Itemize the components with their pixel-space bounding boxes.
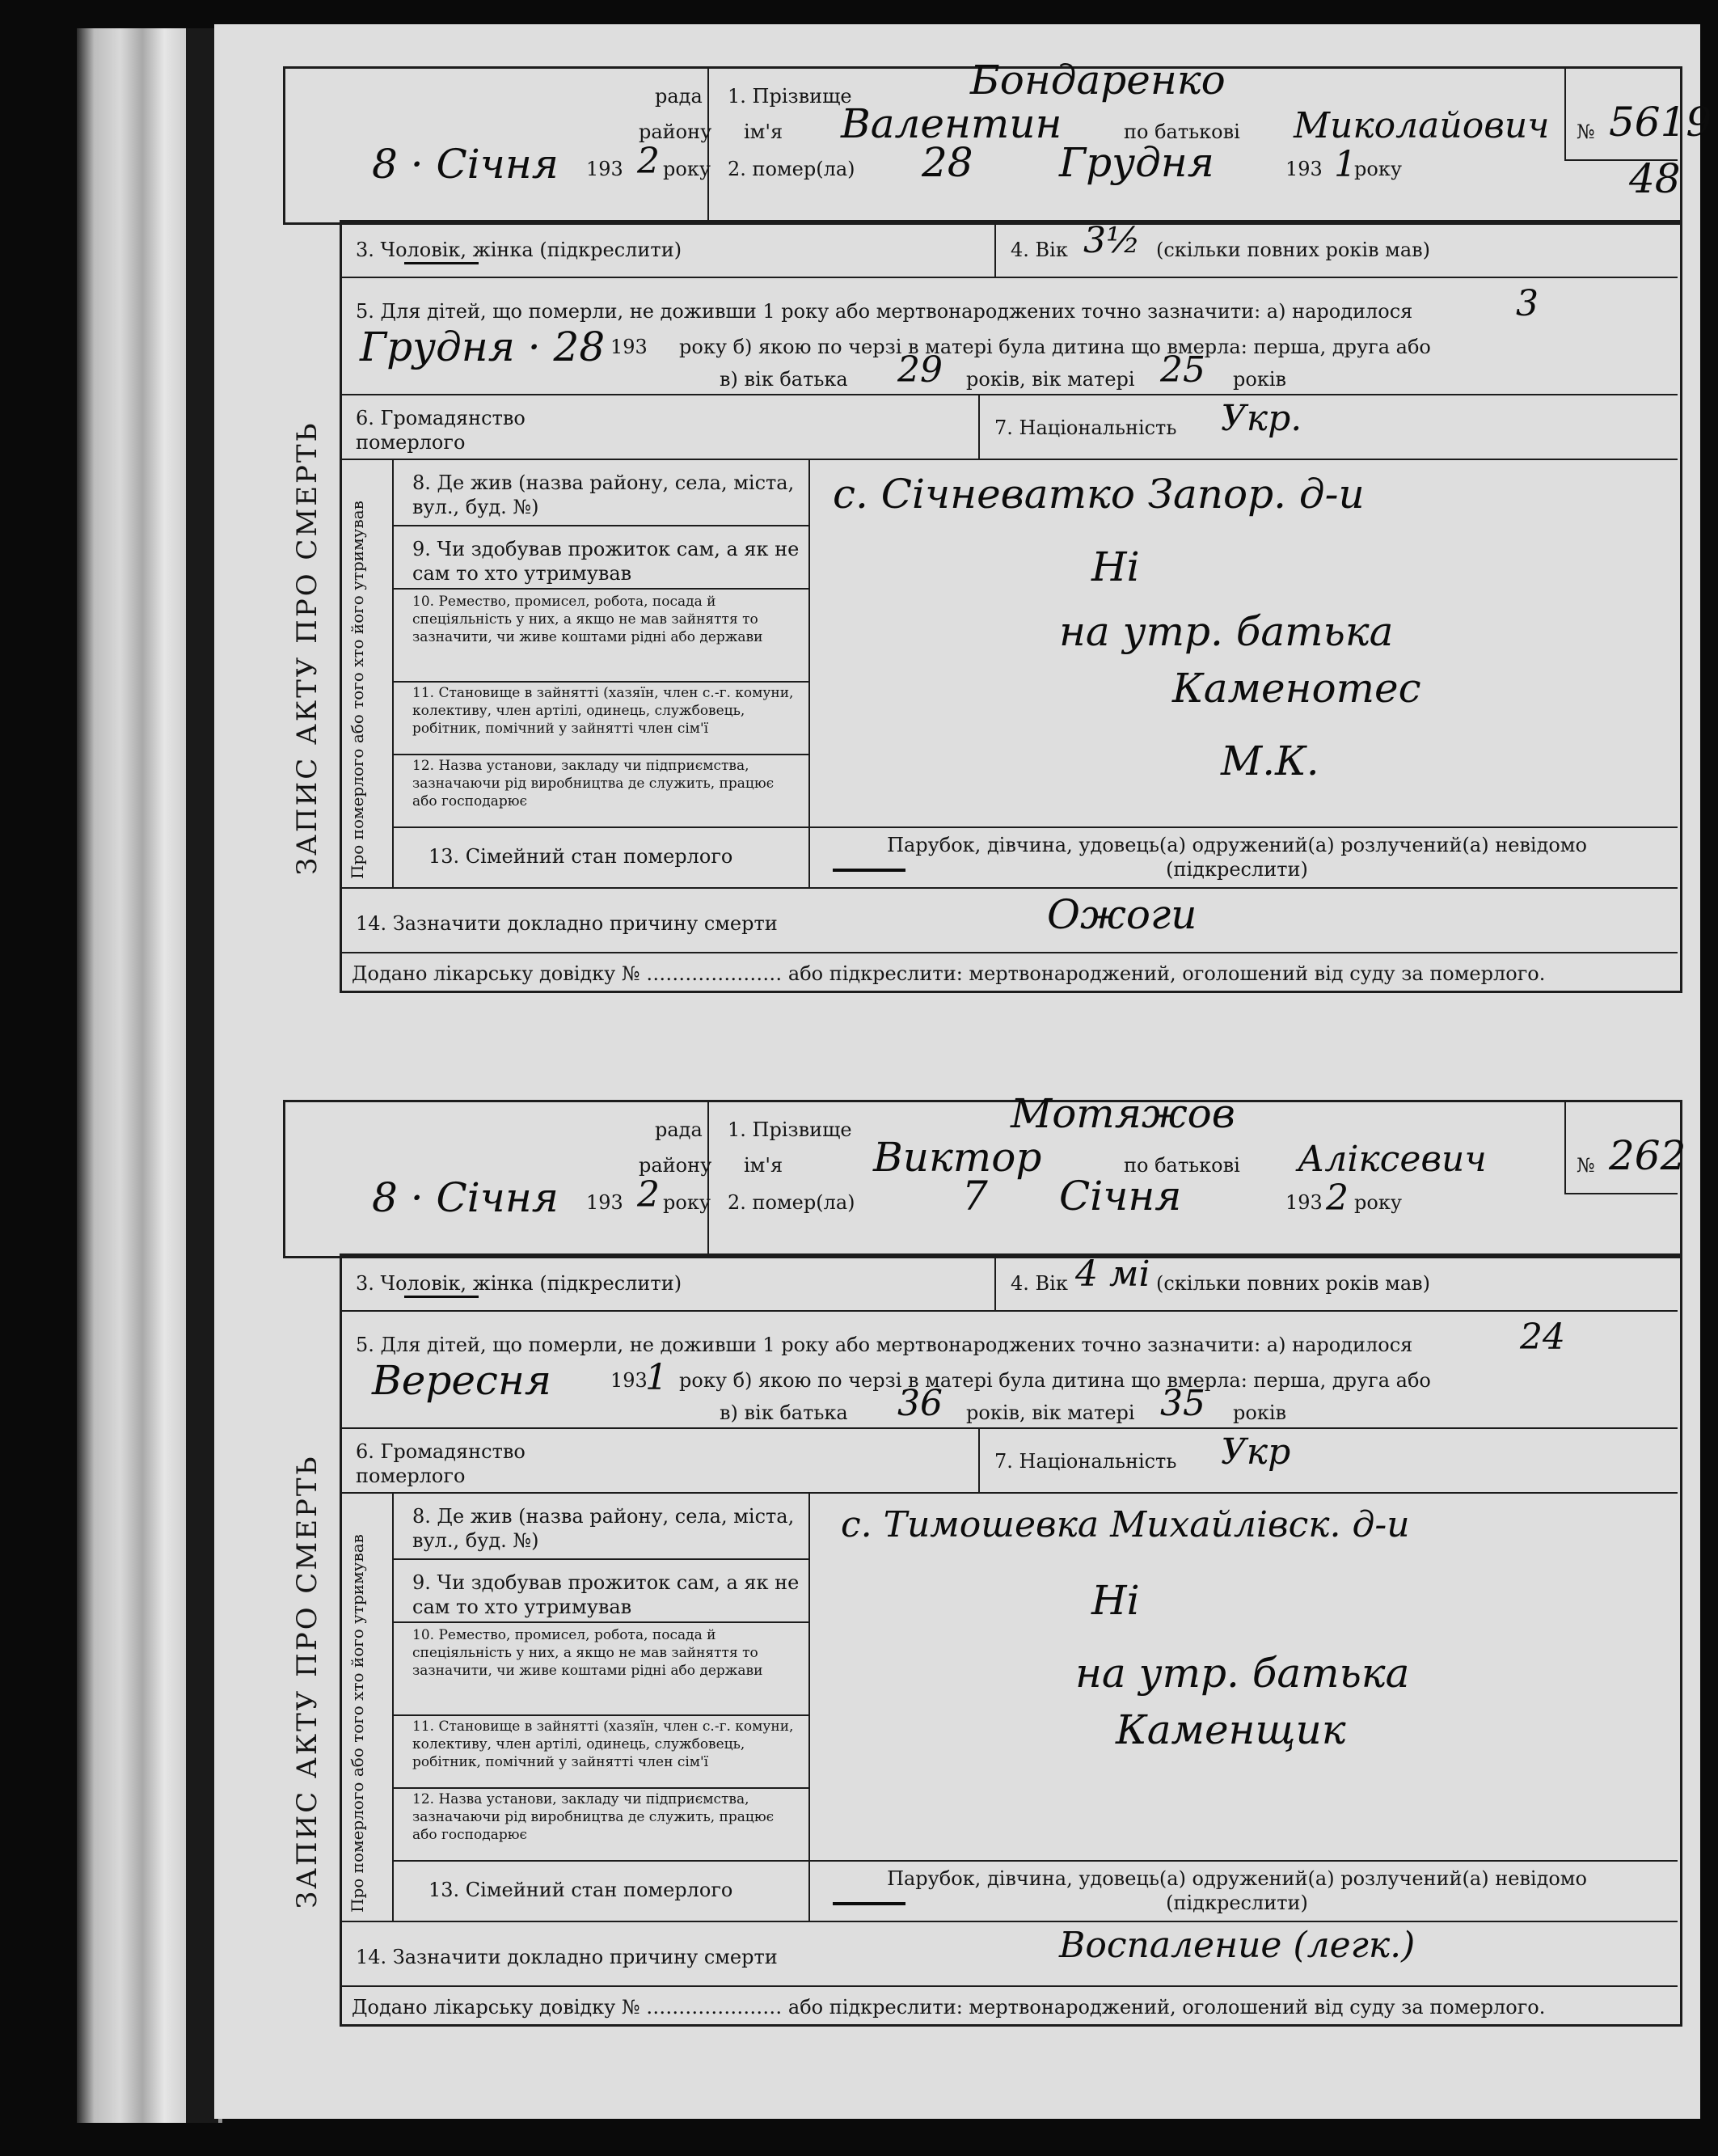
hw-born-day: 3 — [1516, 283, 1539, 324]
q8-residence: 8. Де жив (назва району, села, міста, вул., буд. №) — [412, 1505, 795, 1552]
hw-given-name: Валентин — [841, 100, 1062, 147]
hw-nationality: Укр. — [1221, 398, 1302, 439]
q4-age-label: 4. Вік — [1011, 1272, 1068, 1295]
year-suffix: року — [663, 158, 711, 180]
q5-years-label: років — [1233, 1401, 1286, 1424]
q4-age-suffix: (скільки повних років мав) — [1156, 239, 1431, 261]
year-prefix: 193 — [586, 158, 623, 180]
q5-line1: 5. Для дітей, що померли, не доживши 1 року або мертвонароджених точно зазначити: а) народилося — [356, 300, 1413, 323]
q5-father-label: в) вік батька — [720, 368, 848, 391]
hw-registration-date: 8 · Січня — [372, 141, 559, 188]
hw-workplace: М.К. — [1221, 738, 1319, 784]
hw-occupation: на утр. батька — [1075, 1650, 1410, 1697]
q10-occupation: 10. Ремество, промисел, робота, посада й спеціяльність у них, а якщо не мав зайняття то зазначити, чи живе коштами рідні або держави — [412, 594, 763, 645]
hw-death-year-digit: 2 — [1326, 1177, 1349, 1219]
q14-cause: 14. Зазначити докладно причину смерти — [356, 1946, 778, 1968]
q11-position: 11. Становище в зайнятті (хазяїн, член с.-г. комуни, колективу, член артілі, одинець, службовець, робітник, помічний у зайнятті член сім'ї — [412, 1718, 794, 1770]
q4-age-label: 4. Вік — [1011, 239, 1068, 261]
q6-citizenship: 6. Громадянство померлого — [356, 407, 526, 454]
hw-death-year-digit: 1 — [1334, 144, 1357, 185]
side-subtitle: Про померлого або того хто його утримував — [348, 1534, 367, 1913]
patronymic-label: по батькові — [1124, 120, 1240, 143]
q3-sex: 3. Чоловік, жінка (підкреслити) — [356, 1272, 682, 1295]
q5-mother-label: років, вік матері — [966, 368, 1135, 391]
death-year-prefix: 193 — [1285, 1191, 1323, 1214]
hw-patronymic: Миколайович — [1294, 105, 1550, 146]
hw-born-year-digit: 1 — [645, 1357, 668, 1398]
q4-age-suffix: (скільки повних років мав) — [1156, 1272, 1431, 1295]
hw-registration-year-digit: 2 — [637, 1174, 660, 1215]
hw-position: Каменщик — [1116, 1706, 1346, 1753]
hw-mother-age: 25 — [1160, 349, 1205, 391]
hw-registration-date: 8 · Січня — [372, 1174, 559, 1221]
hw-age: 4 мі — [1075, 1253, 1150, 1295]
side-subtitle: Про померлого або того хто його утримував — [348, 501, 367, 879]
hw-registration-year-digit: 2 — [637, 141, 660, 182]
hw-mother-age: 35 — [1160, 1383, 1205, 1424]
q13-options: Парубок, дівчина, удовець(а) одружений(а) розлучений(а) невідомо (підкреслити) — [887, 834, 1587, 881]
q5-line2: року б) якою по черзі в матері була дитина що вмерла: перша, друга або — [679, 336, 1431, 358]
number-label: № — [1577, 120, 1595, 143]
death-year-prefix: 193 — [1285, 158, 1323, 180]
side-title: ЗАПИС АКТУ ПРО СМЕРТЬ — [291, 421, 323, 875]
q13-marital: 13. Сімейний стан померлого — [428, 845, 733, 868]
register-page — [214, 24, 1712, 2119]
death-record-2 — [283, 1090, 1686, 2038]
died-label: 2. помер(ла) — [728, 1191, 855, 1214]
hw-patronymic: Аліксевич — [1298, 1139, 1487, 1180]
hw-residence: с. Тимошевка Михайлівск. д-и — [841, 1504, 1410, 1545]
hw-born-day: 24 — [1520, 1317, 1565, 1358]
footer-note: Додано лікарську довідку № ………………… або підкреслити: мертвонароджений, оголошений від суду за померлого. — [352, 962, 1546, 985]
q6-citizenship: 6. Громадянство померлого — [356, 1440, 526, 1487]
raionu-label: району — [639, 1154, 712, 1177]
q9-support: 9. Чи здобував прожиток сам, а як не сам то хто утримував — [412, 1571, 800, 1618]
q5-years-label: років — [1233, 368, 1286, 391]
side-title: ЗАПИС АКТУ ПРО СМЕРТЬ — [291, 1454, 323, 1909]
hw-residence: с. Січневатко Запор. д-и — [833, 471, 1365, 518]
rada-label: рада — [655, 1118, 703, 1141]
binding-shadow — [186, 28, 218, 2123]
surname-label: 1. Прізвище — [728, 1118, 852, 1141]
patronymic-label: по батькові — [1124, 1154, 1240, 1177]
q12-workplace: 12. Назва установи, закладу чи підприємства, зазначаючи рід виробництва де служить, працює або господарює — [412, 1791, 775, 1843]
hw-cause: Ожоги — [1047, 891, 1197, 938]
hw-death-month: Січня — [1059, 1173, 1182, 1220]
q5-line1: 5. Для дітей, що померли, не доживши 1 року або мертвонароджених точно зазначити: а) народилося — [356, 1334, 1413, 1356]
died-label: 2. помер(ла) — [728, 158, 855, 180]
hw-position: Каменотес — [1172, 665, 1421, 712]
hw-born-month: Вересня — [372, 1357, 551, 1404]
hw-death-day: 28 — [922, 139, 973, 186]
footer-note: Додано лікарську довідку № ………………… або підкреслити: мертвонароджений, оголошений від суду за померлого. — [352, 1996, 1546, 2019]
q5-line2: року б) якою по черзі в матері була дитина що вмерла: перша, друга або — [679, 1369, 1431, 1392]
q3-sex: 3. Чоловік, жінка (підкреслити) — [356, 239, 682, 261]
q5-father-label: в) вік батька — [720, 1401, 848, 1424]
hw-given-name: Виктор — [873, 1134, 1042, 1181]
q11-position: 11. Становище в зайнятті (хазяїн, член с.-г. комуни, колективу, член артілі, одинець, службовець, робітник, помічний у зайнятті член сім'ї — [412, 685, 794, 737]
hw-death-day: 7 — [962, 1173, 988, 1220]
hw-record-number: 5619 — [1609, 99, 1712, 146]
hw-surname: Мотяжов — [1011, 1090, 1235, 1137]
q12-workplace: 12. Назва установи, закладу чи підприємства, зазначаючи рід виробництва де служить, працює або господарює — [412, 758, 775, 810]
hw-age: 3½ — [1083, 220, 1141, 261]
hw-nationality: Укр — [1221, 1431, 1291, 1473]
death-year-suffix: року — [1354, 158, 1402, 180]
hw-self-support: Ні — [1091, 543, 1140, 590]
death-year-suffix: року — [1354, 1191, 1402, 1214]
q5-year: 193 — [610, 336, 648, 358]
death-record-1 — [283, 57, 1712, 1004]
q5-mother-label: років, вік матері — [966, 1401, 1135, 1424]
year-suffix: року — [663, 1191, 711, 1214]
hw-cause: Воспаление (легк.) — [1059, 1925, 1416, 1966]
hw-surname: Бондаренко — [970, 57, 1226, 104]
surname-label: 1. Прізвище — [728, 85, 852, 108]
hw-born-month: Грудня · 28 — [360, 323, 606, 370]
q5-year: 193 — [610, 1369, 648, 1392]
name-label: ім'я — [744, 1154, 783, 1177]
raionu-label: району — [639, 120, 712, 143]
hw-father-age: 36 — [897, 1383, 943, 1424]
year-prefix: 193 — [586, 1191, 623, 1214]
name-label: ім'я — [744, 120, 783, 143]
hw-father-age: 29 — [897, 349, 943, 391]
q13-options: Парубок, дівчина, удовець(а) одружений(а) розлучений(а) невідомо (підкреслити) — [887, 1867, 1587, 1914]
hw-death-month: Грудня — [1059, 139, 1214, 186]
q7-nationality: 7. Національність — [994, 1450, 1177, 1473]
q8-residence: 8. Де жив (назва району, села, міста, вул., буд. №) — [412, 471, 795, 518]
number-label: № — [1577, 1154, 1595, 1177]
q14-cause: 14. Зазначити докладно причину смерти — [356, 912, 778, 935]
hw-margin-note: 48 — [1629, 155, 1681, 202]
rada-label: рада — [655, 85, 703, 108]
q7-nationality: 7. Національність — [994, 416, 1177, 439]
q9-support: 9. Чи здобував прожиток сам, а як не сам то хто утримував — [412, 538, 800, 585]
hw-self-support: Ні — [1091, 1577, 1140, 1624]
hw-occupation: на утр. батька — [1059, 608, 1394, 655]
hw-record-number: 262 — [1609, 1132, 1686, 1179]
q10-occupation: 10. Ремество, промисел, робота, посада й спеціяльність у них, а якщо не мав зайняття то зазначити, чи живе коштами рідні або держави — [412, 1627, 763, 1679]
q13-marital: 13. Сімейний стан померлого — [428, 1879, 733, 1901]
